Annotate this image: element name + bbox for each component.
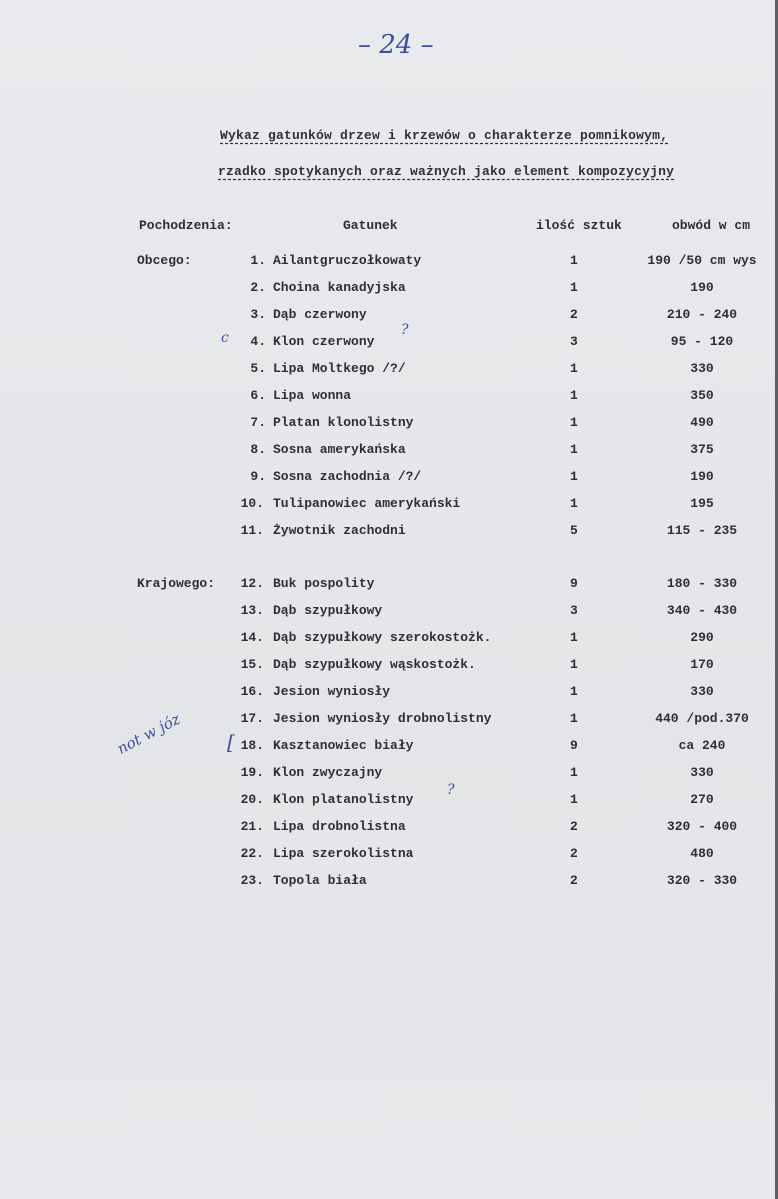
table-row bbox=[0, 792, 778, 812]
quantity-cell: 1 bbox=[570, 657, 578, 672]
circumference-cell: 350 bbox=[690, 388, 714, 403]
quantity-cell: 2 bbox=[570, 819, 578, 834]
page-number: – 24 – bbox=[358, 30, 434, 60]
quantity-cell: 2 bbox=[570, 873, 578, 888]
origin-cell: Obcego: bbox=[137, 253, 192, 268]
circumference-cell: 440 /pod.370 bbox=[655, 711, 749, 726]
row-number-cell: 17. bbox=[240, 711, 264, 726]
table-row bbox=[0, 819, 778, 839]
quantity-cell: 9 bbox=[570, 576, 578, 591]
handwritten-margin-note: not w józ bbox=[114, 709, 184, 758]
quantity-cell: 1 bbox=[570, 280, 578, 295]
quantity-cell: 9 bbox=[570, 738, 578, 753]
row-number-cell: 23. bbox=[240, 873, 264, 888]
table-row bbox=[0, 334, 778, 354]
row-number-cell: 15. bbox=[240, 657, 264, 672]
handwritten-mark: c bbox=[221, 330, 229, 346]
circumference-cell: 480 bbox=[690, 846, 714, 861]
circumference-cell: 330 bbox=[690, 361, 714, 376]
circumference-cell: 115 - 235 bbox=[666, 523, 738, 538]
species-name-cell: Sosna zachodnia /?/ bbox=[273, 469, 422, 484]
species-name-cell: Lipa szerokolistna bbox=[273, 846, 414, 861]
species-name-cell: Kasztanowiec biały bbox=[273, 738, 414, 753]
circumference-cell: 190 bbox=[690, 280, 714, 295]
quantity-cell: 3 bbox=[570, 334, 578, 349]
quantity-cell: 2 bbox=[570, 846, 578, 861]
quantity-cell: 1 bbox=[570, 253, 578, 268]
header-species: Gatunek bbox=[343, 218, 398, 233]
table-row bbox=[0, 711, 778, 731]
circumference-cell: 375 bbox=[690, 442, 714, 457]
circumference-cell: 330 bbox=[690, 684, 714, 699]
quantity-cell: 5 bbox=[570, 523, 578, 538]
origin-cell: Krajowego: bbox=[137, 576, 216, 591]
quantity-cell: 1 bbox=[570, 361, 578, 376]
quantity-cell: 1 bbox=[570, 469, 578, 484]
table-row bbox=[0, 657, 778, 677]
species-name-cell: Tulipanowiec amerykański bbox=[273, 496, 461, 511]
species-name-cell: Sosna amerykańska bbox=[273, 442, 406, 457]
quantity-cell: 1 bbox=[570, 442, 578, 457]
species-name-cell: Topola biała bbox=[273, 873, 367, 888]
document-title-line-2: rzadko spotykanych oraz ważnych jako element kompozycyjny bbox=[218, 164, 675, 179]
species-name-cell: Klon zwyczajny bbox=[273, 765, 383, 780]
table-row bbox=[0, 765, 778, 785]
species-name-cell: Lipa drobnolistna bbox=[273, 819, 406, 834]
circumference-cell: 190 /50 cm wys bbox=[647, 253, 757, 268]
species-name-cell: Lipa wonna bbox=[273, 388, 352, 403]
row-number-cell: 8. bbox=[250, 442, 266, 457]
circumference-cell: 195 bbox=[690, 496, 714, 511]
species-name-cell: Choina kanadyjska bbox=[273, 280, 406, 295]
table-row bbox=[0, 280, 778, 300]
row-number-cell: 19. bbox=[240, 765, 264, 780]
species-name-cell: Klon czerwony bbox=[273, 334, 375, 349]
circumference-cell: 170 bbox=[690, 657, 714, 672]
quantity-cell: 1 bbox=[570, 792, 578, 807]
species-name-cell: Lipa Moltkego /?/ bbox=[273, 361, 406, 376]
table-row bbox=[0, 253, 778, 273]
quantity-cell: 1 bbox=[570, 415, 578, 430]
table-row bbox=[0, 307, 778, 327]
table-row bbox=[0, 469, 778, 489]
row-number-cell: 13. bbox=[240, 603, 264, 618]
table-row bbox=[0, 442, 778, 462]
row-number-cell: 14. bbox=[240, 630, 264, 645]
row-number-cell: 21. bbox=[240, 819, 264, 834]
row-number-cell: 3. bbox=[250, 307, 266, 322]
handwritten-question-mark: ? bbox=[401, 322, 409, 338]
species-name-cell: Klon platanolistny bbox=[273, 792, 414, 807]
circumference-cell: 270 bbox=[690, 792, 714, 807]
row-number-cell: 1. bbox=[250, 253, 266, 268]
row-number-cell: 4. bbox=[250, 334, 266, 349]
quantity-cell: 1 bbox=[570, 765, 578, 780]
species-name-cell: Platan klonolistny bbox=[273, 415, 414, 430]
quantity-cell: 1 bbox=[570, 684, 578, 699]
table-row bbox=[0, 630, 778, 650]
table-row bbox=[0, 603, 778, 623]
header-circumference: obwód w cm bbox=[672, 218, 751, 233]
species-name-cell: Jesion wyniosły bbox=[273, 684, 391, 699]
circumference-cell: 290 bbox=[690, 630, 714, 645]
table-row bbox=[0, 523, 778, 543]
quantity-cell: 1 bbox=[570, 711, 578, 726]
row-number-cell: 7. bbox=[250, 415, 266, 430]
table-row bbox=[0, 388, 778, 408]
table-row bbox=[0, 576, 778, 596]
handwritten-bracket: [ bbox=[227, 730, 235, 754]
table-row bbox=[0, 684, 778, 704]
row-number-cell: 16. bbox=[240, 684, 264, 699]
species-name-cell: Dąb czerwony bbox=[273, 307, 367, 322]
row-number-cell: 11. bbox=[240, 523, 264, 538]
circumference-cell: ca 240 bbox=[678, 738, 726, 753]
circumference-cell: 490 bbox=[690, 415, 714, 430]
circumference-cell: 320 - 400 bbox=[666, 819, 738, 834]
species-name-cell: Dąb szypułkowy bbox=[273, 603, 383, 618]
table-row bbox=[0, 496, 778, 516]
species-name-cell: Buk pospolity bbox=[273, 576, 375, 591]
circumference-cell: 180 - 330 bbox=[666, 576, 738, 591]
document-title-line-1: Wykaz gatunków drzew i krzewów o charakterze pomnikowym, bbox=[220, 128, 669, 143]
table-row bbox=[0, 846, 778, 866]
row-number-cell: 5. bbox=[250, 361, 266, 376]
handwritten-question-mark: ? bbox=[447, 782, 455, 798]
circumference-cell: 340 - 430 bbox=[666, 603, 738, 618]
species-name-cell: Żywotnik zachodni bbox=[273, 523, 406, 538]
circumference-cell: 330 bbox=[690, 765, 714, 780]
species-name-cell: Ailantgruczołkowaty bbox=[273, 253, 422, 268]
circumference-cell: 95 - 120 bbox=[670, 334, 734, 349]
row-number-cell: 20. bbox=[240, 792, 264, 807]
row-number-cell: 22. bbox=[240, 846, 264, 861]
row-number-cell: 18. bbox=[240, 738, 264, 753]
row-number-cell: 2. bbox=[250, 280, 266, 295]
species-name-cell: Dąb szypułkowy wąskostożk. bbox=[273, 657, 476, 672]
table-row bbox=[0, 361, 778, 381]
table-row bbox=[0, 873, 778, 893]
row-number-cell: 6. bbox=[250, 388, 266, 403]
header-quantity: ilość sztuk bbox=[536, 218, 622, 233]
circumference-cell: 210 - 240 bbox=[666, 307, 738, 322]
quantity-cell: 1 bbox=[570, 388, 578, 403]
quantity-cell: 1 bbox=[570, 496, 578, 511]
row-number-cell: 12. bbox=[240, 576, 264, 591]
species-name-cell: Dąb szypułkowy szerokostożk. bbox=[273, 630, 492, 645]
quantity-cell: 3 bbox=[570, 603, 578, 618]
circumference-cell: 190 bbox=[690, 469, 714, 484]
header-origin: Pochodzenia: bbox=[139, 218, 233, 233]
table-row bbox=[0, 415, 778, 435]
row-number-cell: 9. bbox=[250, 469, 266, 484]
circumference-cell: 320 - 330 bbox=[666, 873, 738, 888]
species-name-cell: Jesion wyniosły drobnolistny bbox=[273, 711, 492, 726]
quantity-cell: 2 bbox=[570, 307, 578, 322]
row-number-cell: 10. bbox=[240, 496, 264, 511]
quantity-cell: 1 bbox=[570, 630, 578, 645]
